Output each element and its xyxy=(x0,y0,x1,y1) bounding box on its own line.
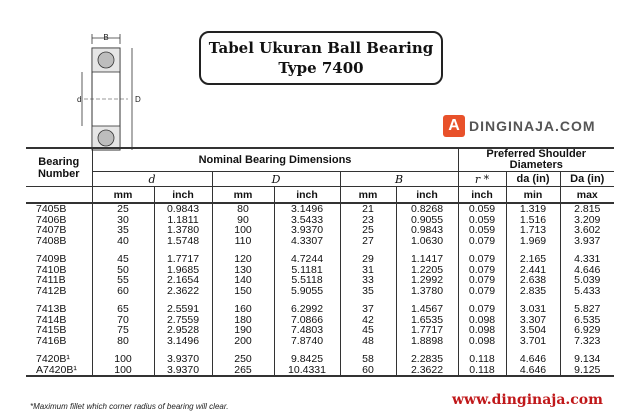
unit-cell: max xyxy=(560,187,614,204)
value-cell: 5.9055 xyxy=(274,286,340,297)
value-cell: 55 xyxy=(92,275,154,286)
value-cell: 0.059 xyxy=(458,225,506,236)
value-cell: 0.079 xyxy=(458,286,506,297)
value-cell: 4.331 xyxy=(560,254,614,265)
value-cell: 0.118 xyxy=(458,354,506,365)
value-cell: 3.504 xyxy=(506,325,560,336)
value-cell: 3.9370 xyxy=(154,365,212,377)
header-sym-r: r * xyxy=(458,172,506,187)
value-cell: 48 xyxy=(340,336,396,347)
value-cell: 9.134 xyxy=(560,354,614,365)
bearing-number-cell: 7415B xyxy=(36,324,67,336)
table-row xyxy=(26,236,614,247)
value-cell: 2.3622 xyxy=(396,365,458,377)
table-row xyxy=(26,225,614,236)
header-sym-B: B xyxy=(340,172,458,187)
value-cell: 265 xyxy=(212,365,274,377)
value-cell: 100 xyxy=(212,225,274,236)
value-cell: 0.8268 xyxy=(396,203,458,215)
value-cell: 1.3780 xyxy=(154,225,212,236)
footnote: *Maximum fillet which corner radius of bearing will clear. xyxy=(30,402,229,411)
value-cell: 3.209 xyxy=(560,215,614,226)
bearing-number-cell: 7411B xyxy=(36,274,66,286)
value-cell: 25 xyxy=(340,225,396,236)
value-cell: 1.0630 xyxy=(396,236,458,247)
value-cell: 0.118 xyxy=(458,365,506,377)
value-cell: 5.827 xyxy=(560,304,614,315)
value-cell: 3.701 xyxy=(506,336,560,347)
units-row xyxy=(26,187,614,204)
value-cell: 4.646 xyxy=(560,265,614,276)
bearing-number-cell: 7410B xyxy=(36,263,67,276)
value-cell: 4.646 xyxy=(506,365,560,377)
unit-cell: inch xyxy=(458,187,506,204)
value-cell: 1.2205 xyxy=(396,265,458,276)
value-cell: 5.039 xyxy=(560,275,614,286)
value-cell: 1.2992 xyxy=(396,275,458,286)
header-bearing-number: Bearing Number xyxy=(26,148,92,187)
table-row xyxy=(26,304,614,315)
value-cell: 6.535 xyxy=(560,315,614,326)
value-cell: 3.937 xyxy=(560,236,614,247)
value-cell: 65 xyxy=(92,304,154,315)
value-cell: 2.815 xyxy=(560,203,614,215)
title-box xyxy=(199,31,443,85)
table-body xyxy=(26,203,614,376)
value-cell: 0.079 xyxy=(458,304,506,315)
value-cell: 9.8425 xyxy=(274,354,340,365)
value-cell: 7.0866 xyxy=(274,315,340,326)
value-cell: 80 xyxy=(92,336,154,347)
value-cell: 7.323 xyxy=(560,336,614,347)
bearing-number-cell: 7406B xyxy=(36,213,67,226)
dim-label-b: B xyxy=(103,33,109,42)
unit-cell: inch xyxy=(274,187,340,204)
value-cell: 6.929 xyxy=(560,325,614,336)
header-da: da (in) xyxy=(506,172,560,187)
table-row xyxy=(26,275,614,286)
value-cell: 2.638 xyxy=(506,275,560,286)
value-cell: 40 xyxy=(92,236,154,247)
unit-cell: mm xyxy=(340,187,396,204)
value-cell: 140 xyxy=(212,275,274,286)
value-cell: 2.3622 xyxy=(154,286,212,297)
table-row xyxy=(26,286,614,297)
value-cell: 3.1496 xyxy=(274,203,340,215)
value-cell: 2.835 xyxy=(506,286,560,297)
value-cell: 0.079 xyxy=(458,254,506,265)
value-cell: 120 xyxy=(212,254,274,265)
value-cell: 3.1496 xyxy=(154,336,212,347)
header-sym-D: D xyxy=(212,172,340,187)
value-cell: 0.079 xyxy=(458,265,506,276)
value-cell: 160 xyxy=(212,304,274,315)
value-cell: 3.602 xyxy=(560,225,614,236)
value-cell: 70 xyxy=(92,315,154,326)
value-cell: 58 xyxy=(340,354,396,365)
value-cell: 45 xyxy=(92,254,154,265)
unit-cell: min xyxy=(506,187,560,204)
bearing-number-cell: 7405B xyxy=(36,203,67,215)
value-cell: 1.9685 xyxy=(154,265,212,276)
value-cell: 7.8740 xyxy=(274,336,340,347)
dim-label-d-big: D xyxy=(135,95,141,104)
title-line-1: Tabel Ukuran Ball Bearing xyxy=(208,39,434,57)
table-row xyxy=(26,325,614,336)
value-cell: 0.059 xyxy=(458,203,506,215)
value-cell: 4.646 xyxy=(506,354,560,365)
value-cell: 4.3307 xyxy=(274,236,340,247)
brand-logo-icon: A xyxy=(443,115,465,137)
value-cell: 200 xyxy=(212,336,274,347)
table-row xyxy=(26,254,614,265)
value-cell: 130 xyxy=(212,265,274,276)
value-cell: 2.165 xyxy=(506,254,560,265)
value-cell: 190 xyxy=(212,325,274,336)
value-cell: 35 xyxy=(92,225,154,236)
value-cell: 2.1654 xyxy=(154,275,212,286)
value-cell: 0.059 xyxy=(458,215,506,226)
table-row xyxy=(26,203,614,215)
value-cell: 60 xyxy=(340,365,396,377)
value-cell: 50 xyxy=(92,265,154,276)
value-cell: 30 xyxy=(92,215,154,226)
value-cell: 0.9055 xyxy=(396,215,458,226)
header-nominal-dimensions: Nominal Bearing Dimensions xyxy=(92,148,458,172)
value-cell: 1.319 xyxy=(506,203,560,215)
value-cell: 1.1811 xyxy=(154,215,212,226)
table-row xyxy=(26,365,614,377)
value-cell: 0.9843 xyxy=(154,203,212,215)
value-cell: 29 xyxy=(340,254,396,265)
value-cell: 1.4567 xyxy=(396,304,458,315)
bearing-number-cell: 7412B xyxy=(36,284,67,297)
header-preferred-shoulder: Preferred Shoulder Diameters xyxy=(458,148,614,172)
bearing-number-cell: 7407B xyxy=(36,224,67,236)
value-cell: 35 xyxy=(340,286,396,297)
value-cell: 2.2835 xyxy=(396,354,458,365)
bearing-number-cell: 7414B xyxy=(36,313,67,326)
value-cell: 1.7717 xyxy=(154,254,212,265)
value-cell: 0.079 xyxy=(458,236,506,247)
bearing-number-cell: A7420B¹ xyxy=(26,365,92,377)
value-cell: 2.9528 xyxy=(154,325,212,336)
title-line-2: Type 7400 xyxy=(278,59,364,77)
value-cell: 21 xyxy=(340,203,396,215)
value-cell: 25 xyxy=(92,203,154,215)
value-cell: 1.713 xyxy=(506,225,560,236)
bearing-number-cell: 7413B xyxy=(36,303,67,315)
value-cell: 90 xyxy=(212,215,274,226)
bearing-cross-section-drawing xyxy=(62,30,162,160)
value-cell: 180 xyxy=(212,315,274,326)
value-cell: 1.1417 xyxy=(396,254,458,265)
value-cell: 2.441 xyxy=(506,265,560,276)
value-cell: 6.2992 xyxy=(274,304,340,315)
value-cell: 1.3780 xyxy=(396,286,458,297)
value-cell: 33 xyxy=(340,275,396,286)
value-cell: 0.098 xyxy=(458,325,506,336)
value-cell: 100 xyxy=(92,354,154,365)
bearing-number-cell: 7409B xyxy=(36,253,67,265)
value-cell: 0.9843 xyxy=(396,225,458,236)
unit-cell: inch xyxy=(396,187,458,204)
value-cell: 60 xyxy=(92,286,154,297)
value-cell: 5.1181 xyxy=(274,265,340,276)
value-cell: 250 xyxy=(212,354,274,365)
value-cell: 2.5591 xyxy=(154,304,212,315)
value-cell: 42 xyxy=(340,315,396,326)
unit-cell: mm xyxy=(212,187,274,204)
value-cell: 2.7559 xyxy=(154,315,212,326)
value-cell: 1.5748 xyxy=(154,236,212,247)
unit-cell: inch xyxy=(154,187,212,204)
value-cell: 0.098 xyxy=(458,336,506,347)
value-cell: 45 xyxy=(340,325,396,336)
value-cell: 10.4331 xyxy=(274,365,340,377)
bearing-number-cell: 7420B¹ xyxy=(36,353,70,365)
value-cell: 0.098 xyxy=(458,315,506,326)
value-cell: 3.9370 xyxy=(154,354,212,365)
value-cell: 3.307 xyxy=(506,315,560,326)
brand-text: DINGINAJA.COM xyxy=(469,118,596,134)
bearing-diagram xyxy=(62,30,162,160)
value-cell: 110 xyxy=(212,236,274,247)
table-row xyxy=(26,336,614,347)
value-cell: 0.079 xyxy=(458,275,506,286)
value-cell: 80 xyxy=(212,203,274,215)
bearing-table xyxy=(26,147,614,377)
dim-label-d-small: d xyxy=(77,95,82,104)
unit-cell: mm xyxy=(92,187,154,204)
table-row xyxy=(26,354,614,365)
value-cell: 3.031 xyxy=(506,304,560,315)
bearing-number-cell: 7416B xyxy=(36,334,67,347)
value-cell: 150 xyxy=(212,286,274,297)
value-cell: 3.9370 xyxy=(274,225,340,236)
value-cell: 4.7244 xyxy=(274,254,340,265)
header-Da: Da (in) xyxy=(560,172,614,187)
value-cell: 9.125 xyxy=(560,365,614,377)
value-cell: 1.969 xyxy=(506,236,560,247)
brand xyxy=(443,113,596,139)
value-cell: 7.4803 xyxy=(274,325,340,336)
value-cell: 37 xyxy=(340,304,396,315)
value-cell: 3.5433 xyxy=(274,215,340,226)
value-cell: 1.7717 xyxy=(396,325,458,336)
value-cell: 5.5118 xyxy=(274,275,340,286)
bearing-number-cell: 7408B xyxy=(36,234,67,247)
header-sym-d: d xyxy=(92,172,212,187)
value-cell: 23 xyxy=(340,215,396,226)
value-cell: 1.516 xyxy=(506,215,560,226)
value-cell: 27 xyxy=(340,236,396,247)
value-cell: 5.433 xyxy=(560,286,614,297)
site-url: www.dinginaja.com xyxy=(452,392,603,408)
value-cell: 31 xyxy=(340,265,396,276)
value-cell: 100 xyxy=(92,365,154,377)
value-cell: 1.8898 xyxy=(396,336,458,347)
value-cell: 75 xyxy=(92,325,154,336)
value-cell: 1.6535 xyxy=(396,315,458,326)
